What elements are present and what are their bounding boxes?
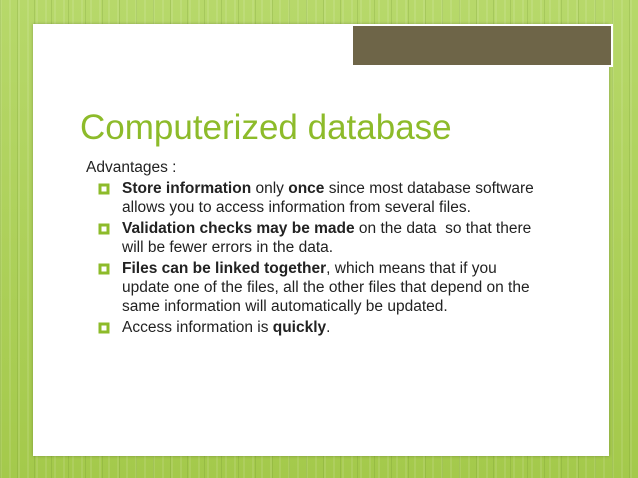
advantages-label: Advantages : [86, 159, 177, 176]
advantages-list [86, 179, 536, 337]
text-run: Access information is [122, 319, 273, 336]
decorative-corner-box [351, 24, 613, 67]
text-run: on the data so that there will be fewer errors in the data. [122, 220, 536, 256]
bold-phrase: Store information [122, 180, 252, 197]
bold-phrase: once [288, 180, 325, 197]
bullet-item [86, 219, 536, 257]
bold-phrase: Validation checks may be made [122, 220, 355, 237]
text-run: since most database software allows you to access information from several files. [122, 180, 534, 216]
text-run: , which means that if you update one of the files, all the other files that depend on the same information will automatically be updated. [122, 260, 530, 315]
hollow-square-bullet-icon [98, 322, 110, 334]
text-run: . [326, 319, 331, 336]
bold-phrase: Files can be linked together [122, 260, 327, 277]
bullet-text [122, 220, 536, 256]
bold-phrase: quickly [272, 319, 327, 336]
slide-content [86, 158, 536, 339]
bullet-text [122, 260, 530, 315]
hollow-square-bullet-icon [98, 223, 110, 235]
bullet-item [86, 179, 536, 217]
hollow-square-bullet-icon [98, 263, 110, 275]
bullet-text [122, 180, 534, 216]
bullet-text [122, 319, 330, 336]
bullet-item [86, 259, 536, 316]
text-run: only [251, 180, 289, 197]
hollow-square-bullet-icon [98, 183, 110, 195]
bullet-item [86, 318, 536, 337]
slide-title: Computerized database [80, 108, 452, 147]
